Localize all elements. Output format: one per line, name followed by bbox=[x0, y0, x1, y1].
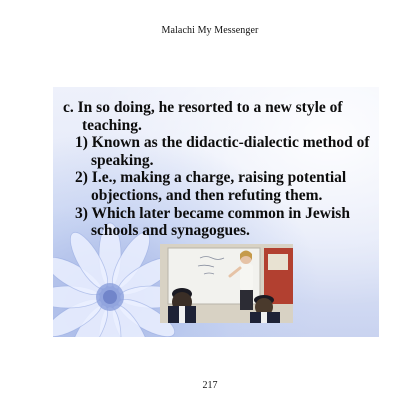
slide-line-3: 3) Which later became common in Jewish bbox=[75, 204, 350, 222]
slide-text bbox=[63, 99, 373, 240]
page-number: 217 bbox=[202, 380, 218, 391]
slide-line-2-cont: objections, and then refuting them. bbox=[91, 186, 323, 204]
classroom-photo bbox=[160, 244, 293, 323]
slide-image bbox=[53, 87, 379, 337]
slide-line-1-cont: speaking. bbox=[91, 151, 154, 169]
slide-line-3-cont: schools and synagogues. bbox=[91, 222, 250, 240]
page-header: Malachi My Messenger bbox=[161, 25, 259, 36]
slide-line-c-cont: teaching. bbox=[82, 116, 142, 134]
slide-line-c: c. In so doing, he resorted to a new style of bbox=[63, 99, 343, 116]
slide-line-2: 2) I.e., making a charge, raising potential bbox=[75, 169, 347, 187]
slide-line-1: 1) Known as the didactic-dialectic method of bbox=[75, 134, 370, 152]
